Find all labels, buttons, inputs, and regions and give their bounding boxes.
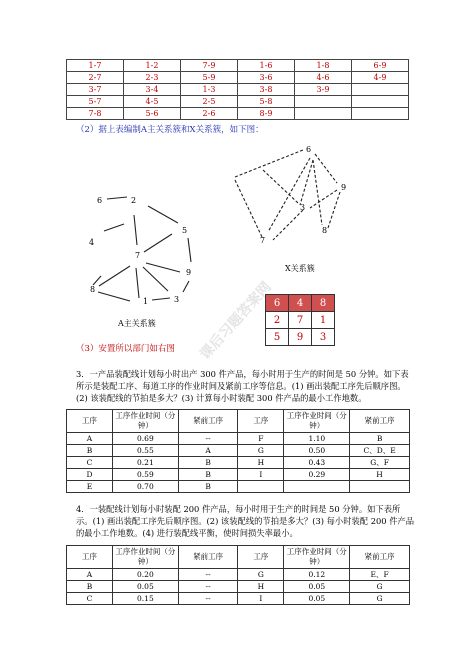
pair-cell: 4-9 xyxy=(352,72,409,84)
task-header-cell: 工序作业时间（分钟） xyxy=(113,546,179,569)
x-edge-top xyxy=(235,150,303,177)
task-cell: 0.70 xyxy=(113,481,179,493)
a-edge-2-7 xyxy=(134,215,137,245)
pair-cell: 2-3 xyxy=(124,72,181,84)
x-edge-6-3 xyxy=(300,160,313,205)
a-edge-2-5 xyxy=(148,206,178,223)
task-cell: -- xyxy=(178,593,238,605)
pair-cell: 3-4 xyxy=(124,84,181,96)
task-cell xyxy=(238,481,284,493)
task-cell: H xyxy=(350,469,410,481)
task-cell: 0.12 xyxy=(284,569,350,581)
task-header-cell: 工序作业时间（分钟） xyxy=(284,546,350,569)
grid-cell: 3 xyxy=(312,329,335,346)
task-cell: B xyxy=(178,481,238,493)
task-cell: B xyxy=(178,457,238,469)
x-edge-6-9 xyxy=(315,154,337,183)
pair-cell: 3-8 xyxy=(238,84,295,96)
task-cell: B xyxy=(67,581,113,593)
a-edge-7-5 xyxy=(144,234,172,252)
task-cell: G xyxy=(350,593,410,605)
task-cell: A xyxy=(67,569,113,581)
x-node-6: 6 xyxy=(306,145,312,154)
note-step-2: （2）据上表编制A主关系簇和X关系簇，如下图： xyxy=(76,125,264,135)
a-node-6: 6 xyxy=(97,196,103,205)
a-edge-8-edge xyxy=(93,276,101,285)
task-header-cell: 工序 xyxy=(67,546,113,569)
task-header-cell: 紧前工序 xyxy=(350,410,410,433)
task-cell: 0.05 xyxy=(113,581,179,593)
grid-cell: 6 xyxy=(266,295,289,312)
pair-cell: 7-9 xyxy=(181,60,238,72)
table-row xyxy=(67,481,410,493)
task-cell: 0.59 xyxy=(113,469,179,481)
task-cell: F xyxy=(238,433,284,445)
a-node-4: 4 xyxy=(89,238,95,247)
x-node-9: 9 xyxy=(341,183,347,192)
task-cell xyxy=(350,481,410,493)
pair-cell: 3-9 xyxy=(295,84,352,96)
table-row xyxy=(67,593,410,605)
pair-cell: 1-8 xyxy=(295,60,352,72)
pair-cell: 4-6 xyxy=(295,72,352,84)
table-row xyxy=(67,569,410,581)
grid-cell: 7 xyxy=(289,312,312,329)
grid-cell: 1 xyxy=(312,312,335,329)
pair-cell: 7-8 xyxy=(67,108,124,120)
question-3-table xyxy=(66,409,410,493)
task-cell: -- xyxy=(178,569,238,581)
x-cluster-label: X关系簇 xyxy=(285,264,315,273)
question-4-table xyxy=(66,545,410,605)
pair-cell: 3-7 xyxy=(67,84,124,96)
task-cell: -- xyxy=(178,581,238,593)
task-cell: 0.69 xyxy=(113,433,179,445)
a-edge-7-3 xyxy=(143,267,168,291)
pair-cell: 1-6 xyxy=(238,60,295,72)
task-cell: 0.20 xyxy=(113,569,179,581)
a-node-7: 7 xyxy=(135,251,141,260)
task-cell: G xyxy=(238,569,284,581)
pair-cell: 2-6 xyxy=(181,108,238,120)
pair-cell: 5-9 xyxy=(181,72,238,84)
pair-cell: 2-7 xyxy=(67,72,124,84)
task-cell: A xyxy=(67,433,113,445)
task-cell: 0.05 xyxy=(284,581,350,593)
pair-cell: 8-9 xyxy=(238,108,295,120)
pair-cell: 1-2 xyxy=(124,60,181,72)
a-edge-6-2 xyxy=(107,197,127,199)
pair-cell: 5-6 xyxy=(124,108,181,120)
a-node-8: 8 xyxy=(90,285,96,294)
pair-cell: 6-9 xyxy=(352,60,409,72)
pair-cell: 1-3 xyxy=(181,84,238,96)
task-cell: C xyxy=(67,593,113,605)
task-cell: B xyxy=(350,433,410,445)
task-cell: D xyxy=(67,469,113,481)
task-cell: A xyxy=(178,445,238,457)
task-cell: -- xyxy=(178,433,238,445)
task-cell: I xyxy=(238,593,284,605)
a-edge-9-3 xyxy=(183,281,189,292)
task-cell: B xyxy=(178,469,238,481)
task-header-row xyxy=(67,410,410,433)
watermark: 课后习题答案网 xyxy=(197,279,275,363)
task-header-cell: 紧前工序 xyxy=(178,546,238,569)
task-header-row xyxy=(67,546,410,569)
pair-cell: 5-7 xyxy=(67,96,124,108)
table-row xyxy=(67,445,410,457)
question-3-text: 3．一产品装配线计划每小时出产 300 件产品，每小时用于生产的时间是 50 分钟。如下表所示是装配工序、每道工序的作业时间及紧前工序等信息。(1) 画出装配工序先后顺序图。(2) 该装配线的节拍是多大？(3) 计算每小时装配 300 件产品的最小工作地数。 xyxy=(76,369,409,403)
a-edge-3-1 xyxy=(152,298,170,300)
a-cluster-label: A主关系簇 xyxy=(118,319,156,328)
table-row xyxy=(67,457,410,469)
task-cell: 0.55 xyxy=(113,445,179,457)
a-node-1: 1 xyxy=(143,297,149,306)
task-cell: B xyxy=(67,445,113,457)
pair-cell: 5-8 xyxy=(238,96,295,108)
task-cell: 0.15 xyxy=(113,593,179,605)
task-cell: 0.05 xyxy=(284,593,350,605)
task-cell: H xyxy=(238,581,284,593)
table-row xyxy=(67,469,410,481)
a-edge-4-2 xyxy=(104,224,124,231)
task-cell xyxy=(284,481,350,493)
a-node-3: 3 xyxy=(174,295,180,304)
x-node-8: 8 xyxy=(322,226,328,235)
note-step-3: （3）安置所以部门如右图 xyxy=(76,344,175,354)
task-header-cell: 工序作业时间（分钟） xyxy=(113,410,179,433)
task-header-cell: 工序 xyxy=(238,410,284,433)
x-edge-3-in xyxy=(263,170,298,203)
task-header-cell: 工序 xyxy=(67,410,113,433)
table-row xyxy=(67,581,410,593)
a-cluster-edges xyxy=(93,197,191,301)
x-node-7: 7 xyxy=(260,236,266,245)
table-row xyxy=(67,433,410,445)
task-header-cell: 工序 xyxy=(238,546,284,569)
task-cell: G xyxy=(350,581,410,593)
task-cell: C、D、E xyxy=(350,445,410,457)
task-cell: E xyxy=(67,481,113,493)
a-node-9: 9 xyxy=(186,268,192,277)
a-edge-7-9 xyxy=(146,263,180,272)
grid-cell: 4 xyxy=(289,295,312,312)
task-header-cell: 工序作业时间（分钟） xyxy=(284,410,350,433)
task-cell: E、F xyxy=(350,569,410,581)
grid-cell: 9 xyxy=(289,329,312,346)
task-cell: G xyxy=(238,445,284,457)
a-edge-5-9 xyxy=(188,238,191,262)
task-cell: 0.43 xyxy=(284,457,350,469)
a-node-5: 5 xyxy=(182,226,188,235)
task-cell: 1.10 xyxy=(284,433,350,445)
a-node-2: 2 xyxy=(131,196,137,205)
task-cell: 0.21 xyxy=(113,457,179,469)
grid-cell: 5 xyxy=(266,329,289,346)
pair-cell: 4-5 xyxy=(124,96,181,108)
grid-cell: 2 xyxy=(266,312,289,329)
task-cell: H xyxy=(238,457,284,469)
pair-cell: 3-6 xyxy=(238,72,295,84)
task-header-cell: 紧前工序 xyxy=(178,410,238,433)
a-edge-8-1 xyxy=(98,292,130,301)
pair-cell: 2-5 xyxy=(181,96,238,108)
task-cell: 0.50 xyxy=(284,445,350,457)
grid-cell: 8 xyxy=(312,295,335,312)
x-edge-left xyxy=(235,180,262,237)
task-cell: I xyxy=(238,469,284,481)
question-4-text: 4．一装配线计划每小时装配 200 件产品，每小时用于生产的时间是 50 分钟。如下表所示。(1) 画出装配工序先后顺序图。(2) 该装配线的节拍是多大？(3) 每小时装配 200 件产品的最小工作地数。(4) 进行装配线平衡，使时间损失率最小。 xyxy=(76,504,415,538)
task-cell: C xyxy=(67,457,113,469)
task-header-cell: 紧前工序 xyxy=(350,546,410,569)
x-node-3: 3 xyxy=(300,203,306,212)
pair-cell: 1-7 xyxy=(67,60,124,72)
a-edge-7-1 xyxy=(136,268,139,298)
task-cell: 0.29 xyxy=(284,469,350,481)
task-cell: G、F xyxy=(350,457,410,469)
a-edge-7-8 xyxy=(99,266,130,286)
